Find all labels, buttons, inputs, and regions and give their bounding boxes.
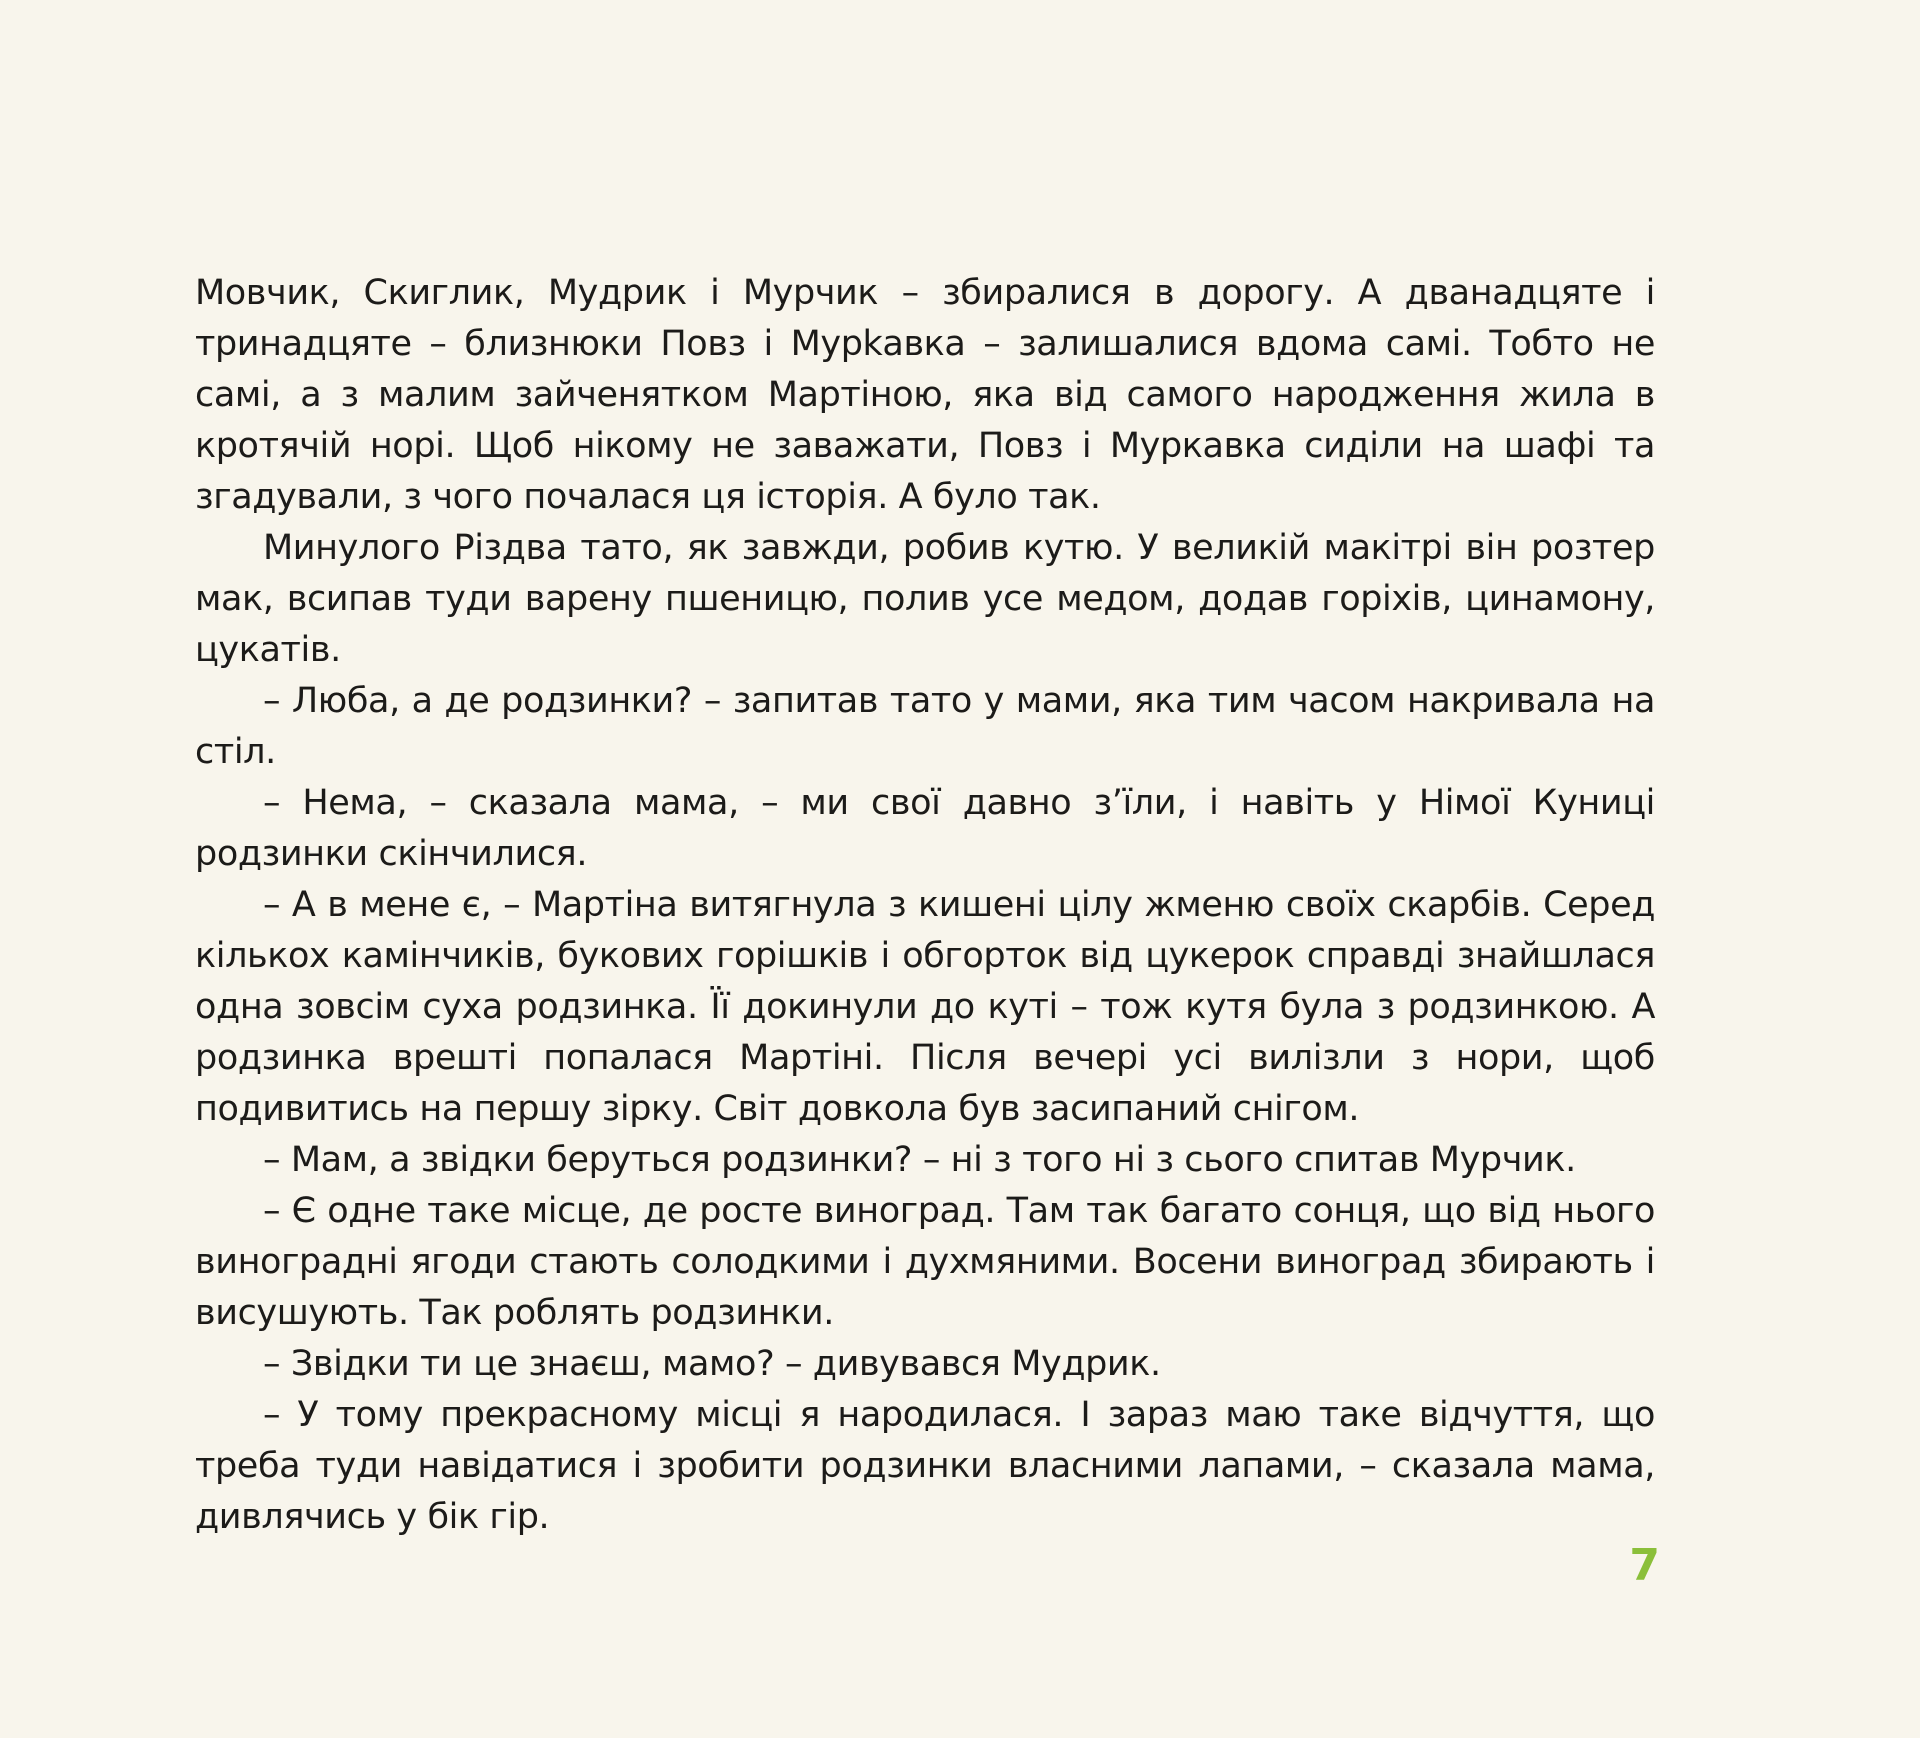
paragraph-9: – У тому прекрасному місці я народилася. І зараз маю таке відчуття, що треба туди навідатися і зробити родзинки власними лапами, – сказала мама, дивлячись у бік гір.	[195, 1395, 1655, 1537]
page-number: 7	[1629, 1540, 1660, 1591]
paragraph-7: – Є одне таке місце, де росте виноград. Там так багато сонця, що від нього виноградні ягоди стають солодкими і духмяними. Восени виноград збирають і висушують. Так роблять родзинки.	[195, 1191, 1655, 1333]
paragraph-1: Мовчик, Скиглик, Мудрик і Мурчик – збиралися в дорогу. А дванадцяте і тринадцяте – близнюки Повз і Мурkавка – залишалися вдома самі. Тобто не самі, а з малим зайченятком Мартіною, яка від самого народження жила в кротячій норі. Щоб нікому не заважати, Повз і Муркавка сиділи на шафі та згадували, з чого почалася ця історія. А було так.	[195, 273, 1655, 517]
paragraph-5: – А в мене є, – Мартіна витягнула з кишені цілу жменю своїх скарбів. Серед кількох камінчиків, букових горішків і обгорток від цукерок справді знайшлася одна зовсім суха родзинка. Її докинули до куті – тож кутя була з родзинкою. А родзинка врешті попалася Мартіні. Після вечері усі вилізли з нори, щоб подивитись на першу зірку. Світ довкола був засипаний снігом.	[195, 885, 1655, 1129]
story-text	[195, 268, 1655, 1543]
paragraph-2: Минулого Різдва тато, як завжди, робив кутю. У великій макітрі він розтер мак, всипав туди варену пшеницю, полив усе медом, додав горіхів, цинамону, цукатів.	[195, 528, 1655, 670]
paragraph-6: – Мам, а звідки беруться родзинки? – ні з того ні з сього спитав Мурчик.	[263, 1140, 1576, 1180]
paragraph-3: – Люба, а де родзинки? – запитав тато у мами, яка тим часом накривала на стіл.	[195, 681, 1655, 772]
paragraph-4: – Нема, – сказала мама, – ми свої давно з’їли, і навіть у Німої Куниці родзинки скінчилися.	[195, 783, 1655, 874]
paragraph-8: – Звідки ти це знаєш, мамо? – дивувався Мудрик.	[263, 1344, 1161, 1384]
